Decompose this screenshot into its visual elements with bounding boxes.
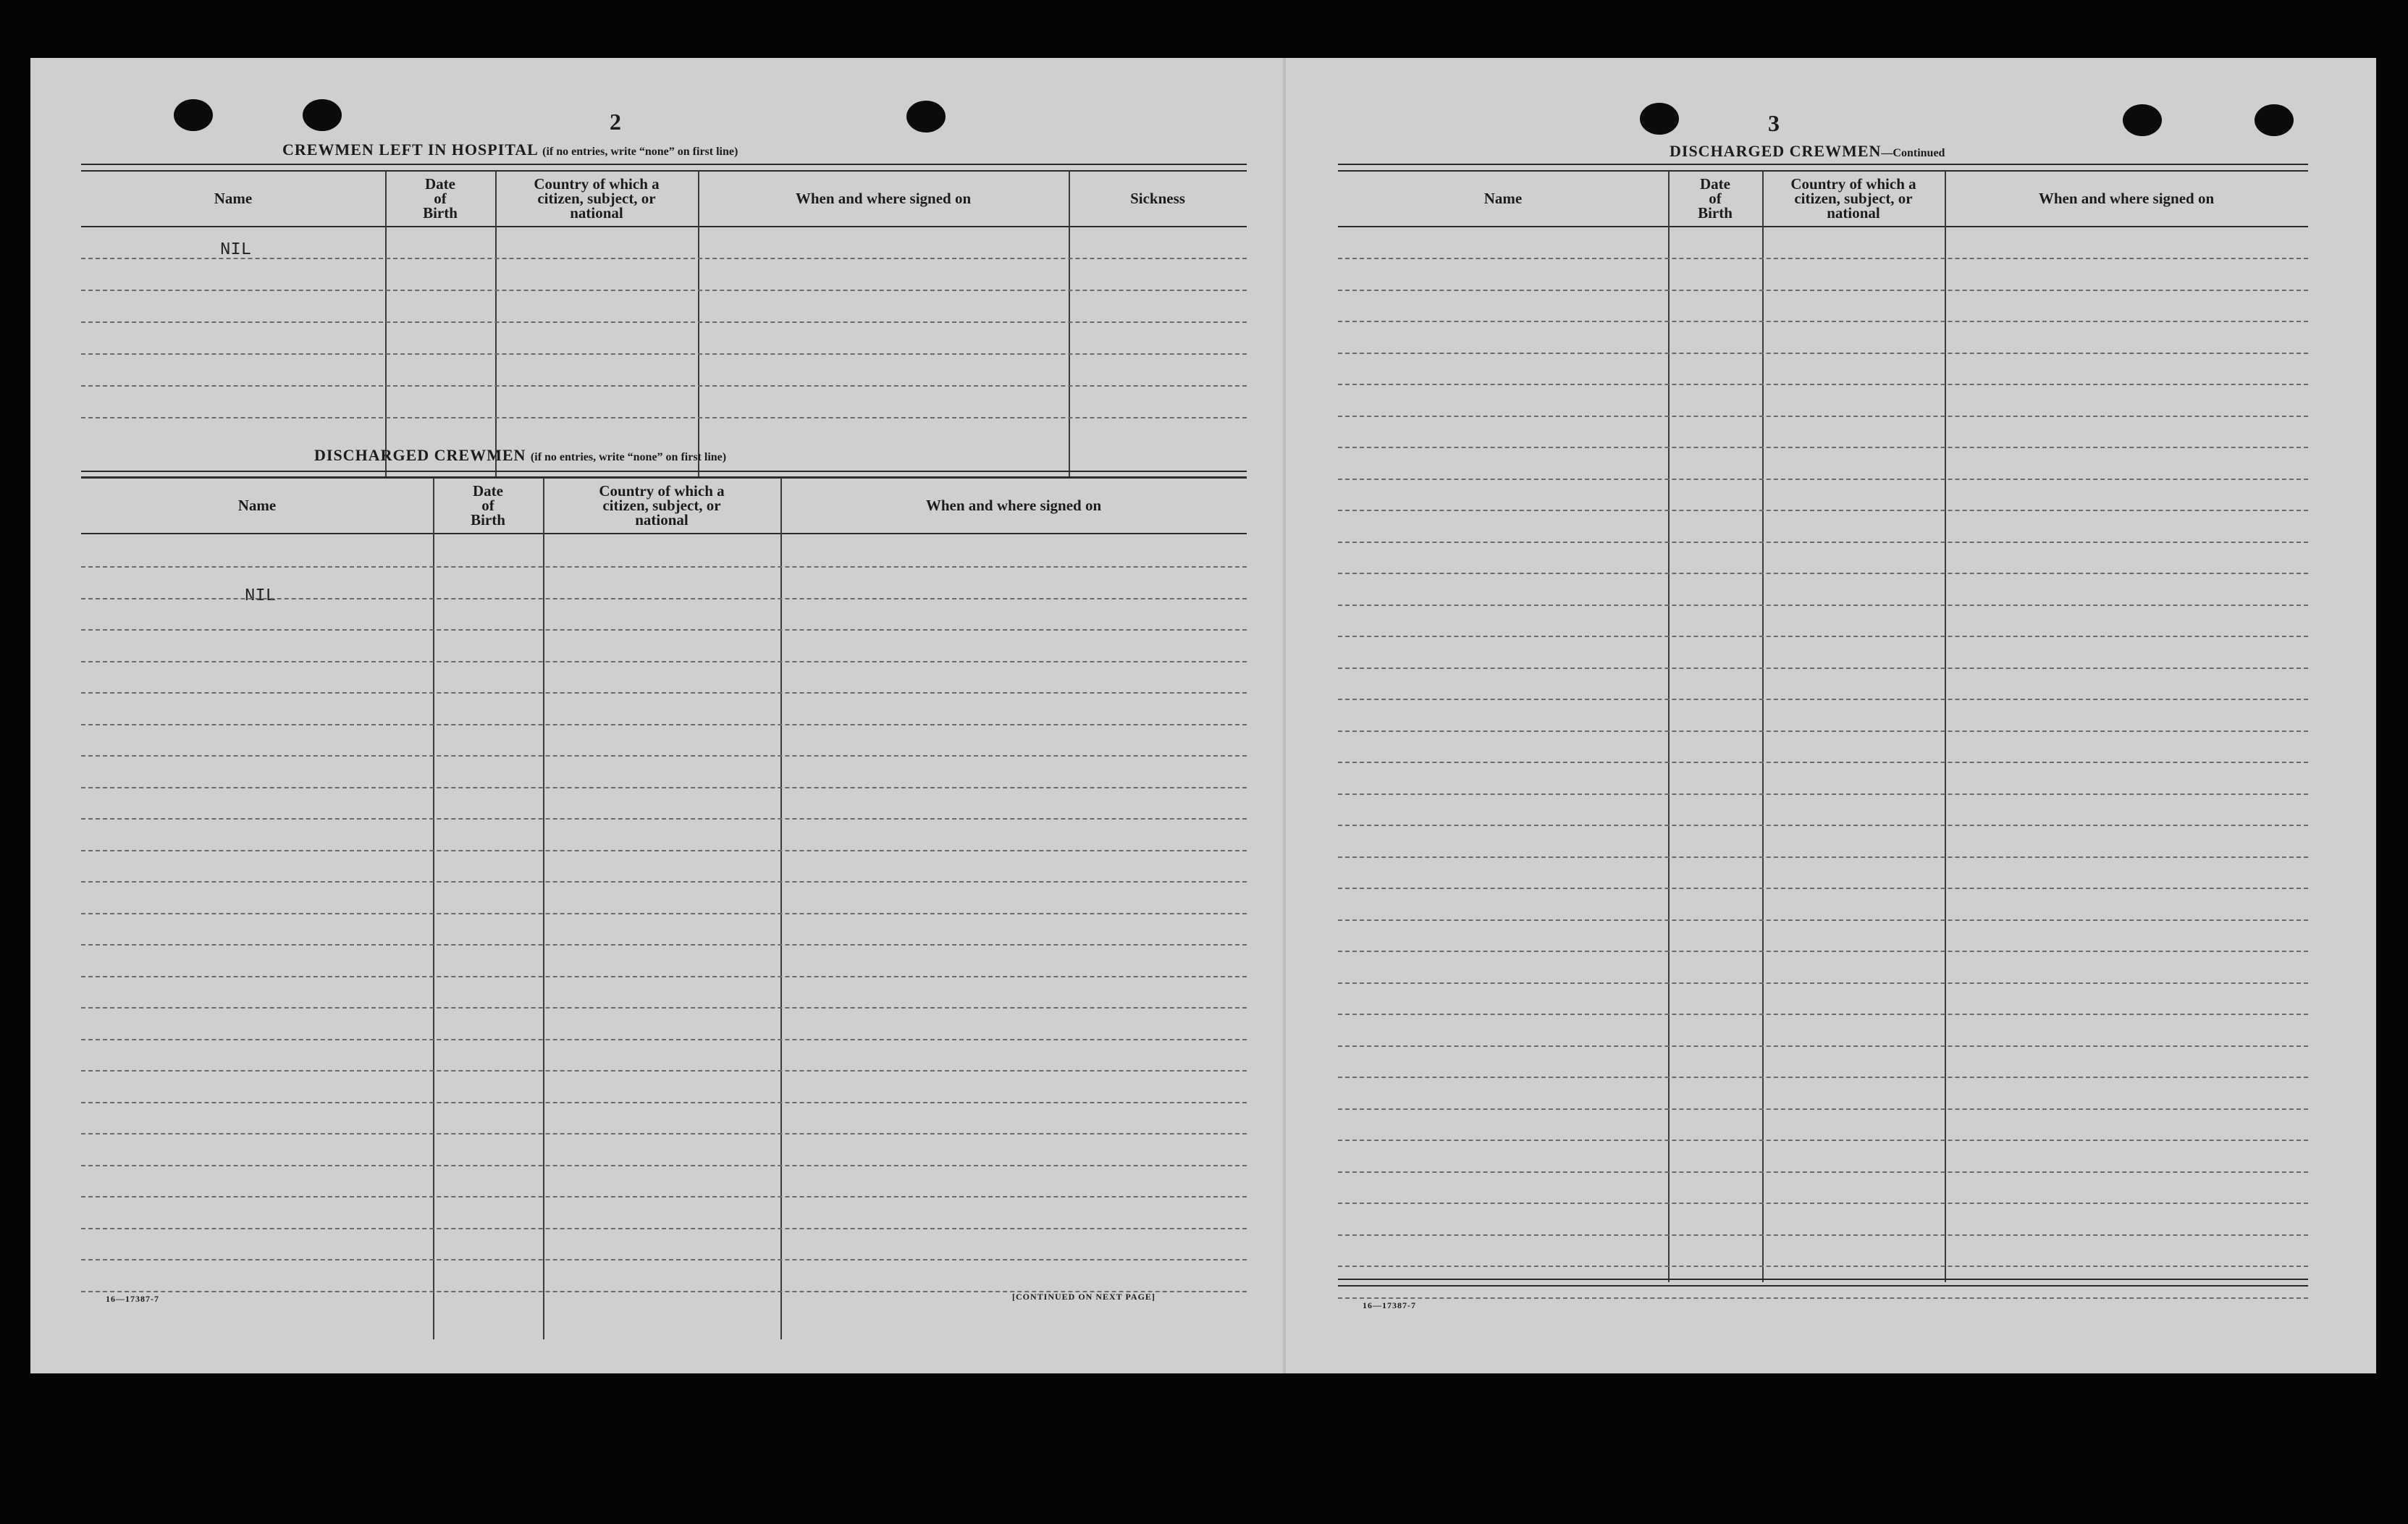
country-line: Country of which a [534,174,660,193]
ruled-row-line [81,976,1247,977]
country-line: citizen, subject, or [1794,189,1913,207]
ruled-row-line [81,1070,1247,1072]
ruled-row-line [81,629,1247,631]
ruled-row-line [1338,793,2308,795]
col-header-country [1762,171,1945,225]
ruled-row-line [1338,1108,2308,1110]
col-header-dob [1668,171,1762,225]
ruled-row-line [1338,573,2308,574]
hospital-section-title [282,140,738,159]
dob-line: Birth [471,510,505,529]
ruled-row-line [1338,1266,2308,1267]
dob-line: of [1709,189,1722,207]
column-divider [543,478,544,1339]
column-divider [698,171,699,478]
dob-line: Date [1700,174,1730,193]
ruled-row-line [81,850,1247,851]
scanned-form-sheet [30,58,2376,1373]
ruled-row-line [81,258,1247,259]
hospital-instruction: (if no entries, write “none” on first line) [542,146,738,158]
discharged-title-text: DISCHARGED CREWMEN [314,446,526,464]
ruled-row-line [1338,1203,2308,1204]
ruled-row-line [81,913,1247,914]
column-divider [1762,171,1764,1282]
ruled-row-line [1338,762,2308,763]
ruled-row-line [81,353,1247,355]
hospital-table [81,171,1247,478]
ruled-row-line [81,1259,1247,1260]
dob-line: Date [473,481,503,500]
ruled-row-line [81,944,1247,946]
continued-title-text: DISCHARGED CREWMEN [1670,142,1882,160]
ruled-row-line [1338,919,2308,921]
ruled-row-line [81,598,1247,599]
ruled-row-line [1338,825,2308,826]
ruled-row-line [1338,699,2308,700]
column-divider [433,478,434,1339]
ruled-row-line [1338,447,2308,448]
dob-line: Date [425,174,455,193]
hospital-entry: NIL [220,240,252,260]
dob-line: of [434,189,447,207]
ruled-row-line [1338,542,2308,543]
punch-hole [2255,104,2294,136]
ruled-row-line [1338,510,2308,511]
page-number: 3 [1768,110,1780,136]
ruled-row-line [81,1165,1247,1166]
header-rule [1338,226,2308,227]
ruled-row-line [81,1102,1247,1103]
ruled-row-line [1338,1297,2308,1299]
country-line: Country of which a [1790,174,1916,193]
col-header-dob [385,171,495,225]
ruled-row-line [81,566,1247,568]
discharged-section-title [314,446,726,465]
col-header-sickness: Sickness [1130,189,1185,207]
ruled-row-line [1338,1171,2308,1173]
header-rule [81,533,1247,534]
punch-hole [1640,103,1679,135]
punch-hole [906,101,946,132]
form-code: 16—17387-7 [106,1294,159,1304]
ruled-row-line [1338,416,2308,417]
punch-hole [2123,104,2162,136]
ruled-row-line [1338,668,2308,669]
punch-hole [303,99,342,131]
dob-line: Birth [423,203,458,222]
col-header-name: Name [237,496,277,514]
ruled-row-line [81,1007,1247,1009]
ruled-row-line [81,661,1247,662]
discharged-instruction: (if no entries, write “none” on first line) [530,451,727,463]
column-divider [780,478,782,1339]
ruled-row-line [1338,1234,2308,1236]
ruled-row-line [1338,888,2308,889]
col-header-country [543,478,780,532]
column-divider [1069,171,1070,478]
ruled-row-line [81,787,1247,788]
ruled-row-line [1338,353,2308,354]
column-divider [1945,171,1946,1282]
column-divider [385,171,387,478]
column-divider [1668,171,1670,1282]
punch-hole [174,99,213,131]
ruled-row-line [81,417,1247,418]
col-header-name: Name [214,189,253,207]
dob-line: of [481,496,494,514]
ruled-row-line [1338,731,2308,732]
column-divider [495,171,497,478]
ruled-row-line [1338,1045,2308,1047]
left-page [30,58,1283,1373]
col-header-country [495,171,698,225]
ruled-row-line [81,1133,1247,1134]
col-header-signed-on: When and where signed on [925,496,1102,514]
country-line: national [635,510,689,529]
ruled-row-line [81,1039,1247,1040]
right-page [1283,58,2376,1373]
ruled-row-line [81,881,1247,883]
page-number: 2 [610,109,621,135]
form-code: 16—17387-7 [1363,1300,1416,1310]
col-header-signed-on: When and where signed on [2038,189,2215,207]
dob-line: Birth [1698,203,1733,222]
ruled-row-line [81,321,1247,323]
continued-discharged-table [1338,171,2308,1282]
continued-suffix: —Continued [1881,147,1945,159]
ruled-row-line [1338,384,2308,385]
country-line: national [570,203,623,222]
ruled-row-line [1338,1014,2308,1015]
ruled-row-line [1338,951,2308,952]
ruled-row-line [81,385,1247,387]
hospital-title-text: CREWMEN LEFT IN HOSPITAL [282,140,538,159]
col-header-signed-on: When and where signed on [795,189,972,207]
continued-note: [CONTINUED ON NEXT PAGE] [1012,1292,1155,1302]
ruled-row-line [1338,982,2308,984]
country-line: citizen, subject, or [537,189,656,207]
ruled-row-line [1338,290,2308,291]
ruled-row-line [1338,1077,2308,1078]
ruled-row-line [81,692,1247,694]
double-rule [1338,1279,2308,1287]
col-header-name: Name [1483,189,1523,207]
ruled-row-line [81,1228,1247,1229]
ruled-row-line [81,1196,1247,1197]
ruled-row-line [81,818,1247,820]
ruled-row-line [1338,636,2308,637]
header-rule [81,226,1247,227]
discharged-entry: NIL [245,586,277,606]
ruled-row-line [1338,605,2308,606]
ruled-row-line [1338,321,2308,322]
ruled-row-line [1338,258,2308,259]
continued-section-title [1670,142,1945,161]
ruled-row-line [81,290,1247,291]
country-line: national [1827,203,1880,222]
country-line: Country of which a [599,481,725,500]
ruled-row-line [1338,856,2308,858]
discharged-table [81,478,1247,1343]
ruled-row-line [81,724,1247,725]
ruled-row-line [81,755,1247,757]
col-header-dob [433,478,543,532]
ruled-row-line [1338,1140,2308,1141]
country-line: citizen, subject, or [602,496,721,514]
ruled-row-line [1338,479,2308,480]
